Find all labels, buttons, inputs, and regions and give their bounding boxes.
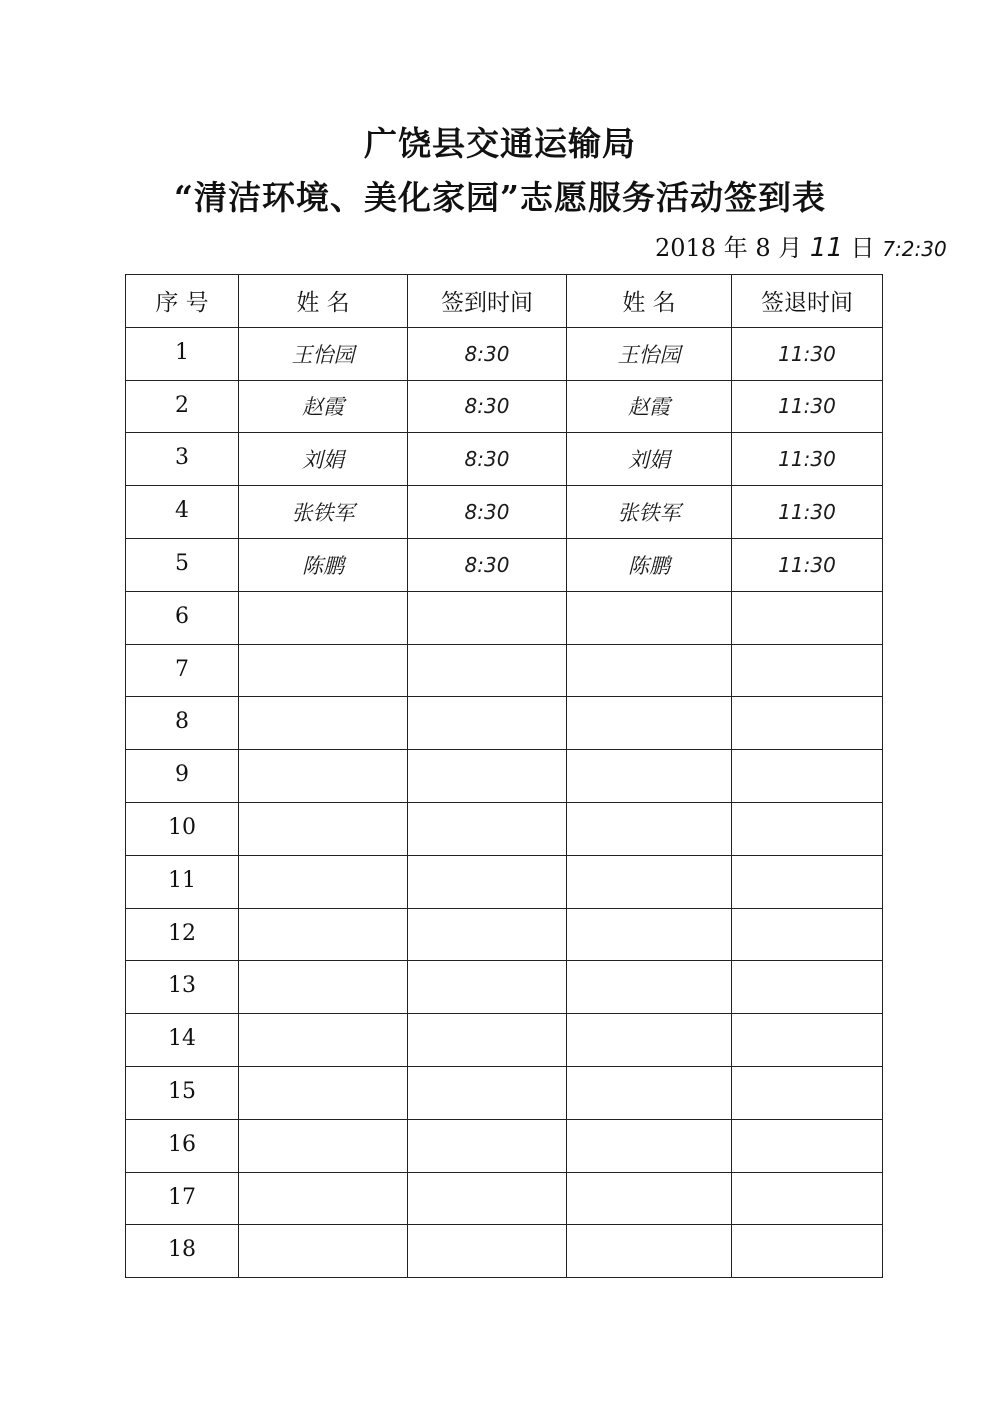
sign-in-name: 赵霞 [239,380,408,433]
document-title: 广饶县交通运输局 [364,124,636,163]
sign-in-name [239,1172,408,1225]
table-row [126,1066,883,1119]
row-number: 3 [126,433,239,486]
table-row [126,1172,883,1225]
sign-out-time: 11:30 [732,327,883,380]
sign-out-time [732,855,883,908]
sign-out-name [567,1014,732,1067]
sign-out-name [567,1119,732,1172]
table-row [126,1014,883,1067]
sign-in-table [125,274,883,1278]
table-body [126,327,883,1277]
table-row [126,591,883,644]
sign-in-name [239,1119,408,1172]
sign-out-name [567,644,732,697]
table-row [126,1119,883,1172]
sign-in-name [239,1225,408,1278]
date-day: 11 [809,233,844,263]
sign-out-time [732,1172,883,1225]
row-number: 16 [126,1119,239,1172]
row-number: 18 [126,1225,239,1278]
sign-out-name [567,1066,732,1119]
table-row [126,380,883,433]
sign-out-time [732,697,883,750]
document-subtitle: “清洁环境、美化家园”志愿服务活动签到表 [174,178,826,217]
sign-in-name [239,1014,408,1067]
row-number: 9 [126,750,239,803]
row-number: 7 [126,644,239,697]
sign-in-time [408,750,567,803]
table-row [126,855,883,908]
sign-out-time: 11:30 [732,486,883,539]
sign-in-time [408,1119,567,1172]
sign-in-time [408,591,567,644]
sign-out-name: 陈鹏 [567,538,732,591]
sign-out-time [732,750,883,803]
sign-out-time [732,1066,883,1119]
date-month-unit: 月 [778,234,803,262]
sign-in-time [408,855,567,908]
sign-out-time [732,908,883,961]
date-year: 2018 [655,234,717,262]
row-number: 11 [126,855,239,908]
table-row [126,908,883,961]
sign-out-time [732,591,883,644]
sign-out-name [567,697,732,750]
sign-in-name [239,750,408,803]
sign-in-name: 张铁军 [239,486,408,539]
row-number: 15 [126,1066,239,1119]
sign-in-time [408,644,567,697]
sign-in-time: 8:30 [408,486,567,539]
sign-in-time: 8:30 [408,538,567,591]
table-row [126,433,883,486]
sign-out-name [567,908,732,961]
sign-in-time [408,697,567,750]
sign-in-time [408,1225,567,1278]
sign-out-time [732,1119,883,1172]
sign-out-name: 刘娟 [567,433,732,486]
row-number: 14 [126,1014,239,1067]
header-sign-in-time: 签到时间 [408,275,567,328]
header-name-in: 姓 名 [239,275,408,328]
sign-out-name [567,961,732,1014]
sign-out-name [567,750,732,803]
sign-out-time [732,644,883,697]
row-number: 12 [126,908,239,961]
sign-in-time [408,961,567,1014]
sign-out-name: 王怡园 [567,327,732,380]
row-number: 8 [126,697,239,750]
sign-in-name: 刘娟 [239,433,408,486]
row-number: 17 [126,1172,239,1225]
header-name-out: 姓 名 [567,275,732,328]
date-day-unit: 日 [850,234,875,262]
table-row [126,697,883,750]
sign-out-time: 11:30 [732,433,883,486]
row-number: 10 [126,802,239,855]
row-number: 5 [126,538,239,591]
sign-out-name [567,855,732,908]
table-row [126,644,883,697]
sign-out-time [732,1014,883,1067]
sign-out-name [567,591,732,644]
sign-in-time: 8:30 [408,327,567,380]
sign-out-name: 赵霞 [567,380,732,433]
sign-in-name [239,961,408,1014]
table-header-row [126,275,883,328]
sign-in-name: 陈鹏 [239,538,408,591]
table-row [126,1225,883,1278]
sign-out-name [567,1172,732,1225]
sign-in-name [239,802,408,855]
table-row [126,327,883,380]
table-row [126,802,883,855]
row-number: 13 [126,961,239,1014]
row-number: 2 [126,380,239,433]
sign-in-name: 王怡园 [239,327,408,380]
row-number: 6 [126,591,239,644]
sign-out-name [567,802,732,855]
sign-out-time [732,961,883,1014]
table-row [126,486,883,539]
table-row [126,750,883,803]
sign-in-time [408,1014,567,1067]
sign-in-name [239,908,408,961]
sign-out-time: 11:30 [732,538,883,591]
sign-in-name [239,855,408,908]
row-number: 1 [126,327,239,380]
date-year-unit: 年 [723,234,748,262]
sign-in-time: 8:30 [408,380,567,433]
sign-in-name [239,591,408,644]
sign-in-time [408,908,567,961]
table-row [126,538,883,591]
sign-in-name [239,644,408,697]
sign-in-time: 8:30 [408,433,567,486]
header-sign-out-time: 签退时间 [732,275,883,328]
date-line [655,228,947,263]
sign-in-name [239,1066,408,1119]
sign-out-name: 张铁军 [567,486,732,539]
sign-in-time [408,1172,567,1225]
sign-in-time [408,802,567,855]
date-month: 8 [755,234,771,262]
table-row [126,961,883,1014]
sign-out-time [732,1225,883,1278]
sign-in-name [239,697,408,750]
sign-out-time [732,802,883,855]
sign-out-name [567,1225,732,1278]
date-time-handwritten: 7:2:30 [882,237,947,261]
row-number: 4 [126,486,239,539]
header-number: 序 号 [126,275,239,328]
sign-out-time: 11:30 [732,380,883,433]
sign-in-time [408,1066,567,1119]
